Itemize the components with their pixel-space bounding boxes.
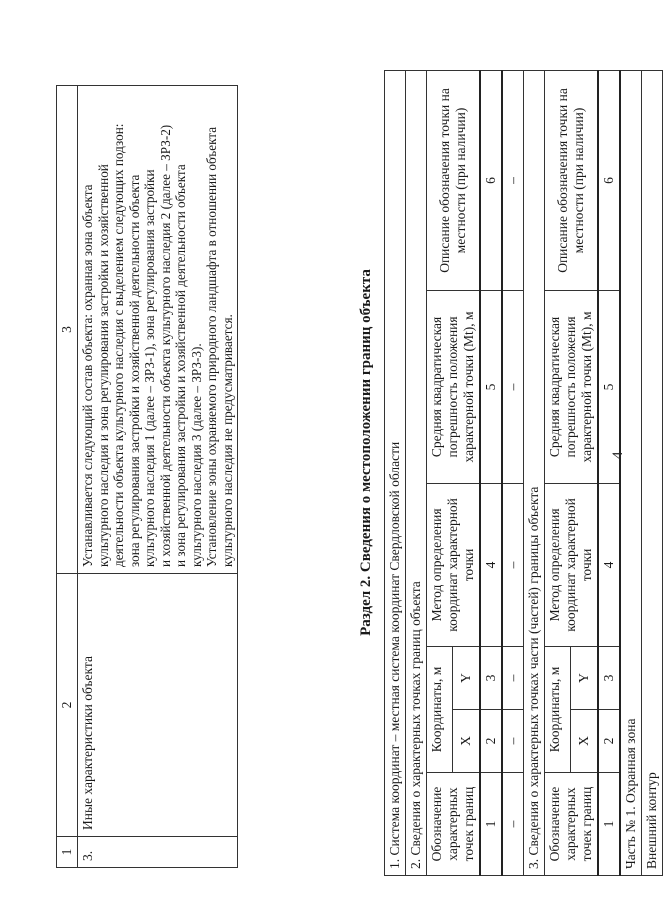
col-y: Y <box>571 646 598 709</box>
dash-cell: – <box>502 71 524 291</box>
table-row <box>524 71 545 876</box>
table-row <box>406 71 427 876</box>
desc-line: Установление зоны охраняемого природного ландшафта в отношении объекта <box>204 126 219 567</box>
table-row <box>385 71 406 876</box>
col-y: Y <box>453 646 480 709</box>
table-row <box>642 71 663 876</box>
num-cell: 6 <box>480 71 502 291</box>
boundary-table <box>384 70 663 876</box>
col-coords: Координаты, м <box>545 646 571 772</box>
part-row: Часть № 1. Охранная зона <box>620 71 642 876</box>
col-method: Метод определения координат характерной точки <box>545 483 599 646</box>
table-row <box>620 71 642 876</box>
table-row <box>502 71 524 876</box>
parts-heading-row: 3. Сведения о характерных точках части (частей) границы объекта <box>524 71 545 876</box>
num-cell: 4 <box>480 483 502 646</box>
characteristics-table <box>56 85 238 868</box>
col-method: Метод определения координат характерной точки <box>427 483 481 646</box>
table-header-row <box>57 86 78 868</box>
col-accuracy: Средняя квадратическая погрешность положения характерной точки (Mt), м <box>545 290 599 483</box>
num-cell: 1 <box>598 773 620 876</box>
num-cell: 4 <box>598 483 620 646</box>
col-coords: Координаты, м <box>427 646 453 772</box>
desc-line: культурного наследия 3 (далее – ЗРЗ-3). <box>188 343 204 567</box>
col-description: Описание обозначения точки на местности (при наличии) <box>545 71 599 291</box>
desc-line: зона регулирования застройки и хозяйственной деятельности объекта <box>126 174 142 567</box>
num-cell: 1 <box>480 773 502 876</box>
col-accuracy: Средняя квадратическая погрешность положения характерной точки (Mt), м <box>427 290 481 483</box>
col-x: X <box>453 709 480 772</box>
dash-cell: – <box>502 773 524 876</box>
desc-line: и хозяйственной деятельности объекта культурного наследия 2 (далее – ЗРЗ-2) <box>157 124 173 567</box>
table-number-row <box>598 71 620 876</box>
table-header-row <box>427 71 453 876</box>
table-number-row <box>480 71 502 876</box>
section-title: Раздел 2. Сведения о местоположении границ объекта <box>358 269 374 636</box>
header-cell-1: 1 <box>57 837 78 868</box>
col-designation: Обозначение характерных точек границ <box>545 773 599 876</box>
desc-line: и зона регулирования застройки и хозяйственной деятельности объекта <box>173 164 188 567</box>
dash-cell: – <box>502 290 524 483</box>
dash-cell: – <box>502 709 524 772</box>
page-number: 4 <box>610 451 626 459</box>
col-x: X <box>571 709 598 772</box>
num-cell: 5 <box>480 290 502 483</box>
row-description <box>78 86 238 574</box>
header-cell-3: 3 <box>57 86 78 574</box>
desc-line: Устанавливается следующий состав объекта: охранная зона объекта <box>80 184 95 567</box>
num-cell: 2 <box>480 709 502 772</box>
desc-line: культурного наследия и зона регулирования застройки и хозяйственной <box>95 164 111 567</box>
table-header-row <box>545 71 571 876</box>
table-row <box>78 86 238 868</box>
row-label: Иные характеристики объекта <box>78 574 238 837</box>
num-cell: 5 <box>598 290 620 483</box>
row-number: 3. <box>78 837 238 868</box>
points-heading-row: 2. Сведения о характерных точках границ объекта <box>406 71 427 876</box>
contour-row: Внешний контур <box>642 71 663 876</box>
header-cell-2: 2 <box>57 574 78 837</box>
col-description: Описание обозначения точки на местности (при наличии) <box>427 71 481 291</box>
col-designation: Обозначение характерных точек границ <box>427 773 481 876</box>
dash-cell: – <box>502 483 524 646</box>
num-cell: 6 <box>598 71 620 291</box>
num-cell: 2 <box>598 709 620 772</box>
coord-system-row: 1. Система координат – местная система координат Свердловской области <box>385 71 406 876</box>
dash-cell: – <box>502 646 524 709</box>
num-cell: 3 <box>480 646 502 709</box>
desc-line: культурного наследия не предусматривается. <box>219 314 235 567</box>
desc-line: деятельности объекта культурного наследия с выделением следующих подзон: <box>111 123 126 567</box>
desc-line: культурного наследия 1 (далее – ЗРЗ-1), зона регулирования застройки <box>142 169 157 567</box>
num-cell: 3 <box>598 646 620 709</box>
